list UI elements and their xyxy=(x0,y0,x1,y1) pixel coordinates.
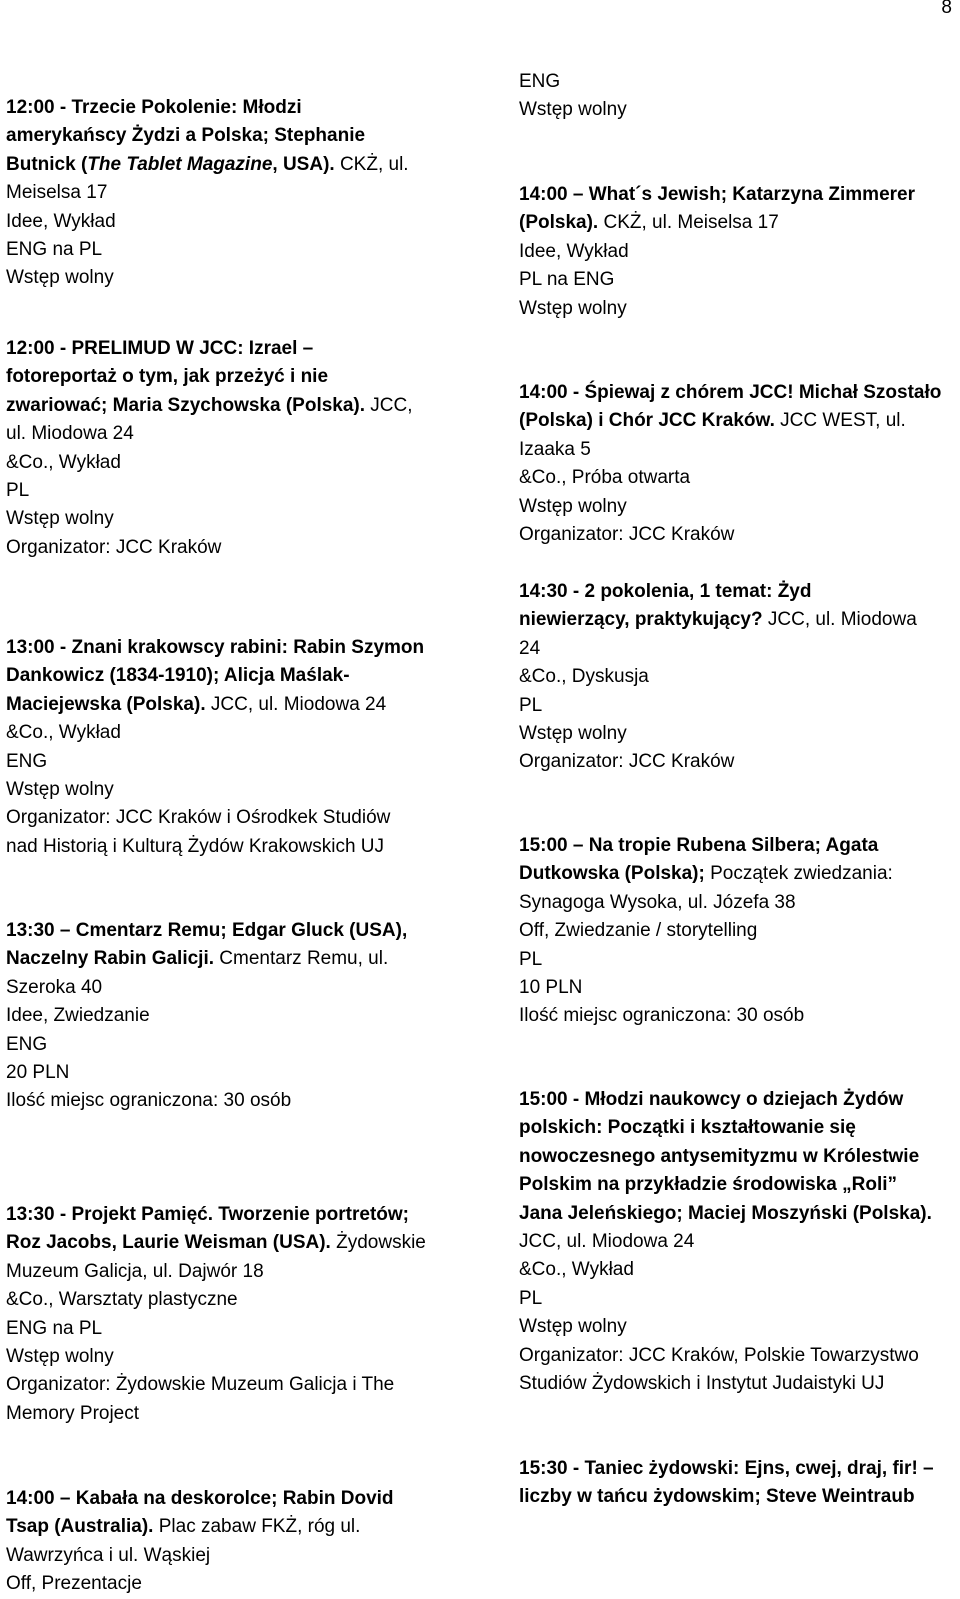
event-title-line xyxy=(519,860,893,888)
event-title: 14:00 – What´s Jewish; Katarzyna Zimmerer xyxy=(519,184,915,205)
event-detail: PL na ENG xyxy=(519,269,615,291)
event-title: (Polska) i Chór JCC Kraków. xyxy=(519,410,775,432)
event-title-line xyxy=(519,1483,934,1511)
event-location: 24 xyxy=(519,637,541,659)
event-detail: &Co., Wykład xyxy=(6,451,121,473)
event-title: 14:00 - Śpiewaj z chórem JCC! Michał Szostało xyxy=(519,382,942,403)
event-location: Synagoga Wysoka, ul. Józefa 38 xyxy=(519,891,796,913)
event-detail: Idee, Wykład xyxy=(6,210,116,232)
event-title: Roz Jacobs, Laurie Weisman (USA). xyxy=(6,1232,331,1254)
event-detail: Ilość miejsc ograniczona: 30 osób xyxy=(6,1090,292,1112)
event-detail: ENG na PL xyxy=(6,239,103,261)
event-title-italic: The Tablet Magazine xyxy=(87,153,273,175)
event-detail: Studiów Żydowskich i Instytut Judaistyki UJ xyxy=(519,1373,885,1395)
event-title-line xyxy=(6,1542,394,1570)
event-detail: Idee, Zwiedzanie xyxy=(6,1005,150,1027)
event-title: fotoreportaż o tym, jak przeżyć i nie xyxy=(6,366,329,388)
event-title-line xyxy=(6,1201,426,1229)
event-title-line xyxy=(519,1228,932,1256)
event-block xyxy=(519,181,915,323)
event-detail: ENG na PL xyxy=(6,1317,103,1339)
event-title-line xyxy=(519,578,917,606)
event-location: Meiselsa 17 xyxy=(6,182,108,204)
event-location: ul. Miodowa 24 xyxy=(6,423,134,445)
event-detail: Memory Project xyxy=(6,1402,140,1424)
event-detail: ENG xyxy=(6,750,48,772)
event-title: Dankowicz (1834-1910); Alicja Maślak- xyxy=(6,665,350,687)
event-title-line xyxy=(519,407,941,435)
event-title-line xyxy=(6,94,409,122)
event-title: (Polska). xyxy=(519,212,599,234)
event-title: 14:30 - 2 pokolenia, 1 temat: Żyd xyxy=(519,581,812,602)
event-location: Muzeum Galicja, ul. Dajwór 18 xyxy=(6,1260,264,1282)
event-detail: Wstęp wolny xyxy=(519,495,627,517)
event-detail: Organizator: Żydowskie Muzeum Galicja i The xyxy=(6,1374,395,1396)
event-title: 13:00 - Znani krakowscy rabini: Rabin Szymon xyxy=(6,637,425,658)
event-block xyxy=(519,379,941,549)
event-detail: &Co., Próba otwarta xyxy=(519,467,691,489)
event-location: JCC WEST, ul. xyxy=(774,410,906,432)
event-location: Początek zwiedzania: xyxy=(704,863,893,885)
event-block xyxy=(6,94,409,293)
event-title-line xyxy=(519,889,893,917)
event-title: 14:00 – Kabała na deskorolce; Rabin Dovid xyxy=(6,1488,394,1509)
event-location: JCC, ul. Miodowa 24 xyxy=(519,1231,695,1253)
event-title-line xyxy=(6,974,407,1002)
event-title-line xyxy=(6,420,413,448)
event-location: JCC, xyxy=(365,394,413,416)
event-location: CKŻ, ul. Meiselsa 17 xyxy=(598,212,779,234)
event-block xyxy=(519,578,917,777)
event-detail: Organizator: JCC Kraków i Ośrodkek Studiów xyxy=(6,807,391,829)
event-title-line xyxy=(519,436,941,464)
event-title-line xyxy=(519,209,915,237)
event-detail: Wstęp wolny xyxy=(6,1346,114,1368)
event-detail: Organizator: JCC Kraków xyxy=(6,536,222,558)
event-title: Jana Jeleńskiego; Maciej Moszyński (Polska). xyxy=(519,1202,932,1224)
event-block xyxy=(519,1086,932,1398)
event-title-line xyxy=(519,1114,932,1142)
event-detail: PL xyxy=(519,694,543,716)
event-detail: 10 PLN xyxy=(519,977,583,999)
event-title: , USA). xyxy=(272,153,335,175)
event-block xyxy=(6,634,424,861)
event-title-line xyxy=(6,1513,394,1541)
event-detail: Wstęp wolny xyxy=(6,779,114,801)
event-block xyxy=(6,335,413,562)
event-block xyxy=(6,917,407,1116)
event-block xyxy=(519,68,627,125)
event-location: Wawrzyńca i ul. Wąskiej xyxy=(6,1544,211,1566)
event-title: amerykańscy Żydzi a Polska; Stephanie xyxy=(6,125,366,147)
event-detail: &Co., Wykład xyxy=(6,722,121,744)
event-detail: &Co., Dyskusja xyxy=(519,666,649,688)
event-title-line xyxy=(6,917,407,945)
event-title: 15:30 - Taniec żydowski: Ejns, cwej, draj, fir! – xyxy=(519,1458,934,1479)
event-detail: ENG xyxy=(6,1033,48,1055)
event-title-line xyxy=(6,335,413,363)
event-title-line xyxy=(519,1200,932,1228)
event-title: 12:00 - Trzecie Pokolenie: Młodzi xyxy=(6,97,302,118)
event-title-line xyxy=(6,634,424,662)
event-title-line xyxy=(519,1455,934,1483)
event-title: Polskim na przykładzie środowiska „Roli” xyxy=(519,1174,898,1196)
event-location: Izaaka 5 xyxy=(519,438,591,460)
event-detail: 20 PLN xyxy=(6,1062,70,1084)
event-detail: Idee, Wykład xyxy=(519,240,629,262)
event-title-line xyxy=(6,662,424,690)
event-block xyxy=(6,1485,394,1599)
event-title: 12:00 - PRELIMUD W JCC: Izrael – xyxy=(6,338,314,359)
event-location: Żydowskie xyxy=(330,1232,426,1254)
event-detail: Wstęp wolny xyxy=(519,1316,627,1338)
event-title-line xyxy=(6,122,409,150)
event-title-line xyxy=(6,363,413,391)
event-title-line xyxy=(6,151,409,179)
event-title: liczby w tańcu żydowskim; Steve Weintraub xyxy=(519,1486,915,1508)
event-title-line xyxy=(519,606,917,634)
event-detail: &Co., Wykład xyxy=(519,1259,634,1281)
event-title-line xyxy=(519,379,941,407)
event-location: Szeroka 40 xyxy=(6,976,103,998)
event-block xyxy=(6,1201,426,1428)
event-detail: ENG xyxy=(519,71,561,92)
event-title-line xyxy=(519,832,893,860)
event-location: JCC, ul. Miodowa xyxy=(762,609,917,631)
event-title: Maciejewska (Polska). xyxy=(6,693,206,715)
page-number: 8 xyxy=(941,0,952,18)
event-detail: &Co., Warsztaty plastyczne xyxy=(6,1289,238,1311)
event-title: Tsap (Australia). xyxy=(6,1516,154,1538)
event-location: Cmentarz Remu, ul. xyxy=(214,948,389,970)
event-title-line xyxy=(6,945,407,973)
event-title: Naczelny Rabin Galicji. xyxy=(6,948,215,970)
event-block xyxy=(519,832,893,1031)
event-detail: Wstęp wolny xyxy=(519,723,627,745)
event-title: Dutkowska (Polska); xyxy=(519,863,705,885)
event-detail: Organizator: JCC Kraków, Polskie Towarzystwo xyxy=(519,1344,919,1366)
event-title-line xyxy=(6,691,424,719)
event-title: polskich: Początki i kształtowanie się xyxy=(519,1117,856,1139)
event-detail: Organizator: JCC Kraków xyxy=(519,751,735,773)
event-detail: PL xyxy=(519,1287,543,1309)
event-title-line xyxy=(519,1171,932,1199)
event-title-line xyxy=(6,1258,426,1286)
event-detail: Wstęp wolny xyxy=(519,99,627,121)
event-detail: Off, Prezentacje xyxy=(6,1573,142,1595)
event-detail: Off, Zwiedzanie / storytelling xyxy=(519,920,758,942)
event-title-line xyxy=(519,181,915,209)
event-detail: nad Historią i Kulturą Żydów Krakowskich UJ xyxy=(6,835,385,857)
event-location: Plac zabaw FKŻ, róg ul. xyxy=(153,1516,361,1538)
event-title-line xyxy=(519,1143,932,1171)
event-detail: Ilość miejsc ograniczona: 30 osób xyxy=(519,1005,805,1027)
event-title: zwariować; Maria Szychowska (Polska). xyxy=(6,394,366,416)
event-title: niewierzący, praktykujący? xyxy=(519,609,763,631)
event-block xyxy=(519,1455,934,1512)
event-detail: Wstęp wolny xyxy=(519,297,627,319)
event-detail: Wstęp wolny xyxy=(6,508,114,530)
event-title: Butnick ( xyxy=(6,153,88,175)
event-title-line xyxy=(6,392,413,420)
event-title: 13:30 – Cmentarz Remu; Edgar Gluck (USA), xyxy=(6,920,408,941)
event-detail: PL xyxy=(519,948,543,970)
event-title-line xyxy=(6,179,409,207)
event-title: 15:00 - Młodzi naukowcy o dziejach Żydów xyxy=(519,1089,904,1110)
event-title: nowoczesnego antysemityzmu w Królestwie xyxy=(519,1145,920,1167)
event-location: JCC, ul. Miodowa 24 xyxy=(205,693,387,715)
event-detail: Wstęp wolny xyxy=(6,267,114,289)
event-title: 13:30 - Projekt Pamięć. Tworzenie portretów; xyxy=(6,1204,409,1225)
event-title: 15:00 – Na tropie Rubena Silbera; Agata xyxy=(519,835,879,856)
event-title-line xyxy=(6,1485,394,1513)
event-detail: Organizator: JCC Kraków xyxy=(519,524,735,546)
event-title-line xyxy=(519,1086,932,1114)
event-detail: PL xyxy=(6,480,30,502)
event-location: CKŻ, ul. xyxy=(334,153,409,175)
event-title-line xyxy=(6,1229,426,1257)
event-title-line xyxy=(519,635,917,663)
